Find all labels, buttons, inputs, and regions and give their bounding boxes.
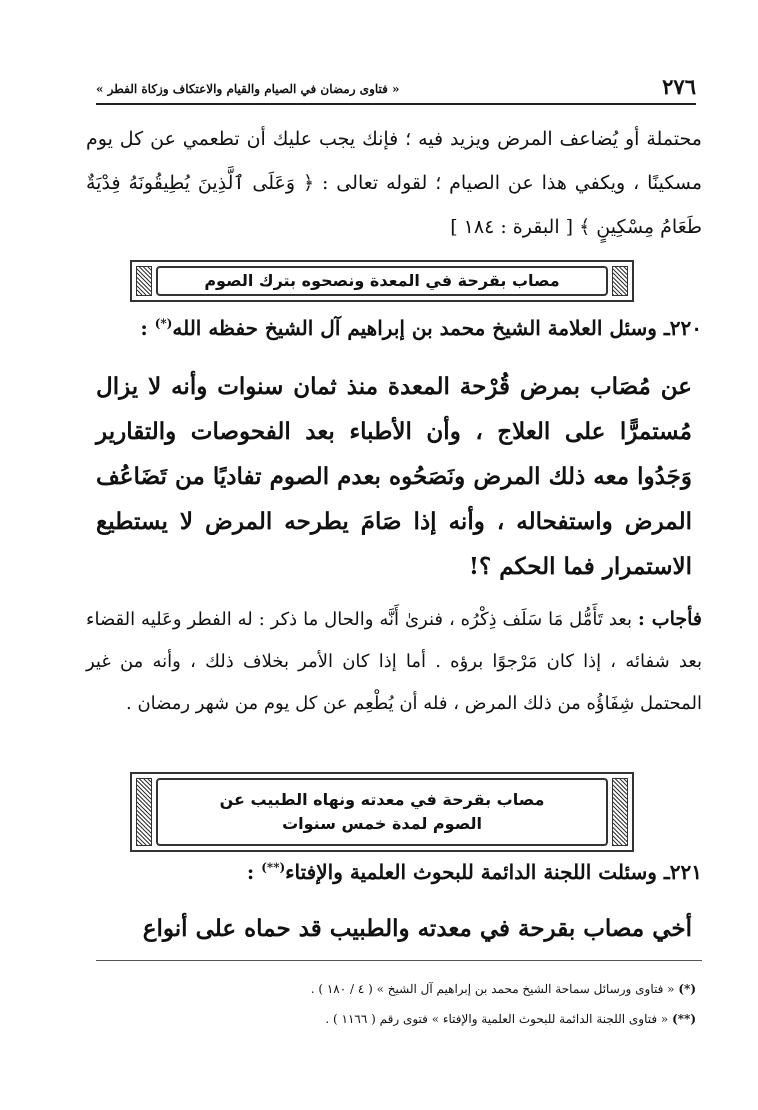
footnote-ref[interactable]: (*) [154,316,173,331]
footnote-rule [96,960,702,961]
heading-colon: : [140,316,148,340]
header-rule [96,103,696,105]
section-title-band [130,260,634,302]
answer-text: بعد تَأَمُّل مَا سَلَف ذِكْرُه ، فنرىٰ أَنَّه والحال ما ذكر : له الفطر وعَليه القضاء بعد شفائه ، إذا كان مَرْجوًا برؤه . أما إذا كان الأمر بخلاف ذلك ، وأنه من غير المحتمل شِفَاؤُه من ذلك المرض ، فله أن يُطْعِم عن كل يوم من شهر رمضان . [86,609,702,714]
heading-colon: : [246,860,255,884]
section-title [156,266,608,296]
question-text: عن مُصَاب بمرض قُرْحة المعدة منذ ثمان سنوات وأنه لا يزال مُستمرًّا على العلاج ، وأن الأطباء بعد الفحوصات والتقارير وَجَدُوا معه ذلك المرض ونَصَحُوه بعدم الصوم تفاديًا من تَضَاعُف المرض واستفحاله ، وأنه إذا صَامَ يطرحه المرض لا يستطيع الاستمرار فما الحكم ؟! [96,373,692,580]
section-title-text: مصاب بقرحة في المعدة ونصحوه بترك الصوم [204,271,560,290]
page-header [96,74,696,104]
footnote-marker: (**) [672,1012,696,1026]
question-heading-text: ٢٢٠ـ وسئل العلامة الشيخ محمد بن إبراهيم آل الشيخ حفظه الله [172,316,702,340]
answer-paragraph [86,598,702,725]
intro-paragraph: محتملة أو يُضاعف المرض ويزيد فيه ؛ فإنك يجب عليك أن تطعمي عن كل يوم مسكينًا ، ويكفي هذا عن الصيام ؛ لقوله تعالى : ﴿ وَعَلَى ٱلَّذِينَ يُطِيقُونَهُ فِدْيَةٌ طَعَامُ مِسْكِينٍ ﴾ [ البقرة : ١٨٤ ] [86,128,702,238]
footnote-marker: (*) [678,982,696,996]
band-ornament-left [136,266,152,296]
footnote-text: « فتاوى ورسائل سماحة الشيخ محمد بن إبراهيم آل الشيخ » ( ٤ / ١٨٠ ) . [310,982,675,996]
footnote-text: « فتاوى اللجنة الدائمة للبحوث العلمية والإفتاء » فتوى رقم ( ١١٦٦ ) . [325,1012,669,1026]
section-title [156,778,608,846]
footnote [96,982,696,996]
question-heading-text: ٢٢١ـ وسئلت اللجنة الدائمة للبحوث العلمية والإفتاء [285,860,702,884]
question-heading [96,860,702,884]
band-ornament-right [612,778,628,846]
band-ornament-left [136,778,152,846]
answer-label: فأجاب : [637,608,703,630]
section-title-line: الصوم لمدة خمس سنوات [282,814,482,833]
question-heading [96,316,702,340]
section-title-line: مصاب بقرحة في معدته ونهاه الطبيب عن [219,790,545,809]
running-title: « فتاوى رمضان في الصيام والقيام والاعتكاف وزكاة الفطر » [96,82,400,96]
footnote [96,1012,696,1026]
question-text: أخي مصاب بقرحة في معدته والطبيب قد حماه على أنواع [142,915,692,942]
band-ornament-right [612,266,628,296]
section-title-band [130,772,634,852]
page-number: ٢٧٦ [662,74,696,99]
footnote-ref[interactable]: (**) [261,860,286,875]
